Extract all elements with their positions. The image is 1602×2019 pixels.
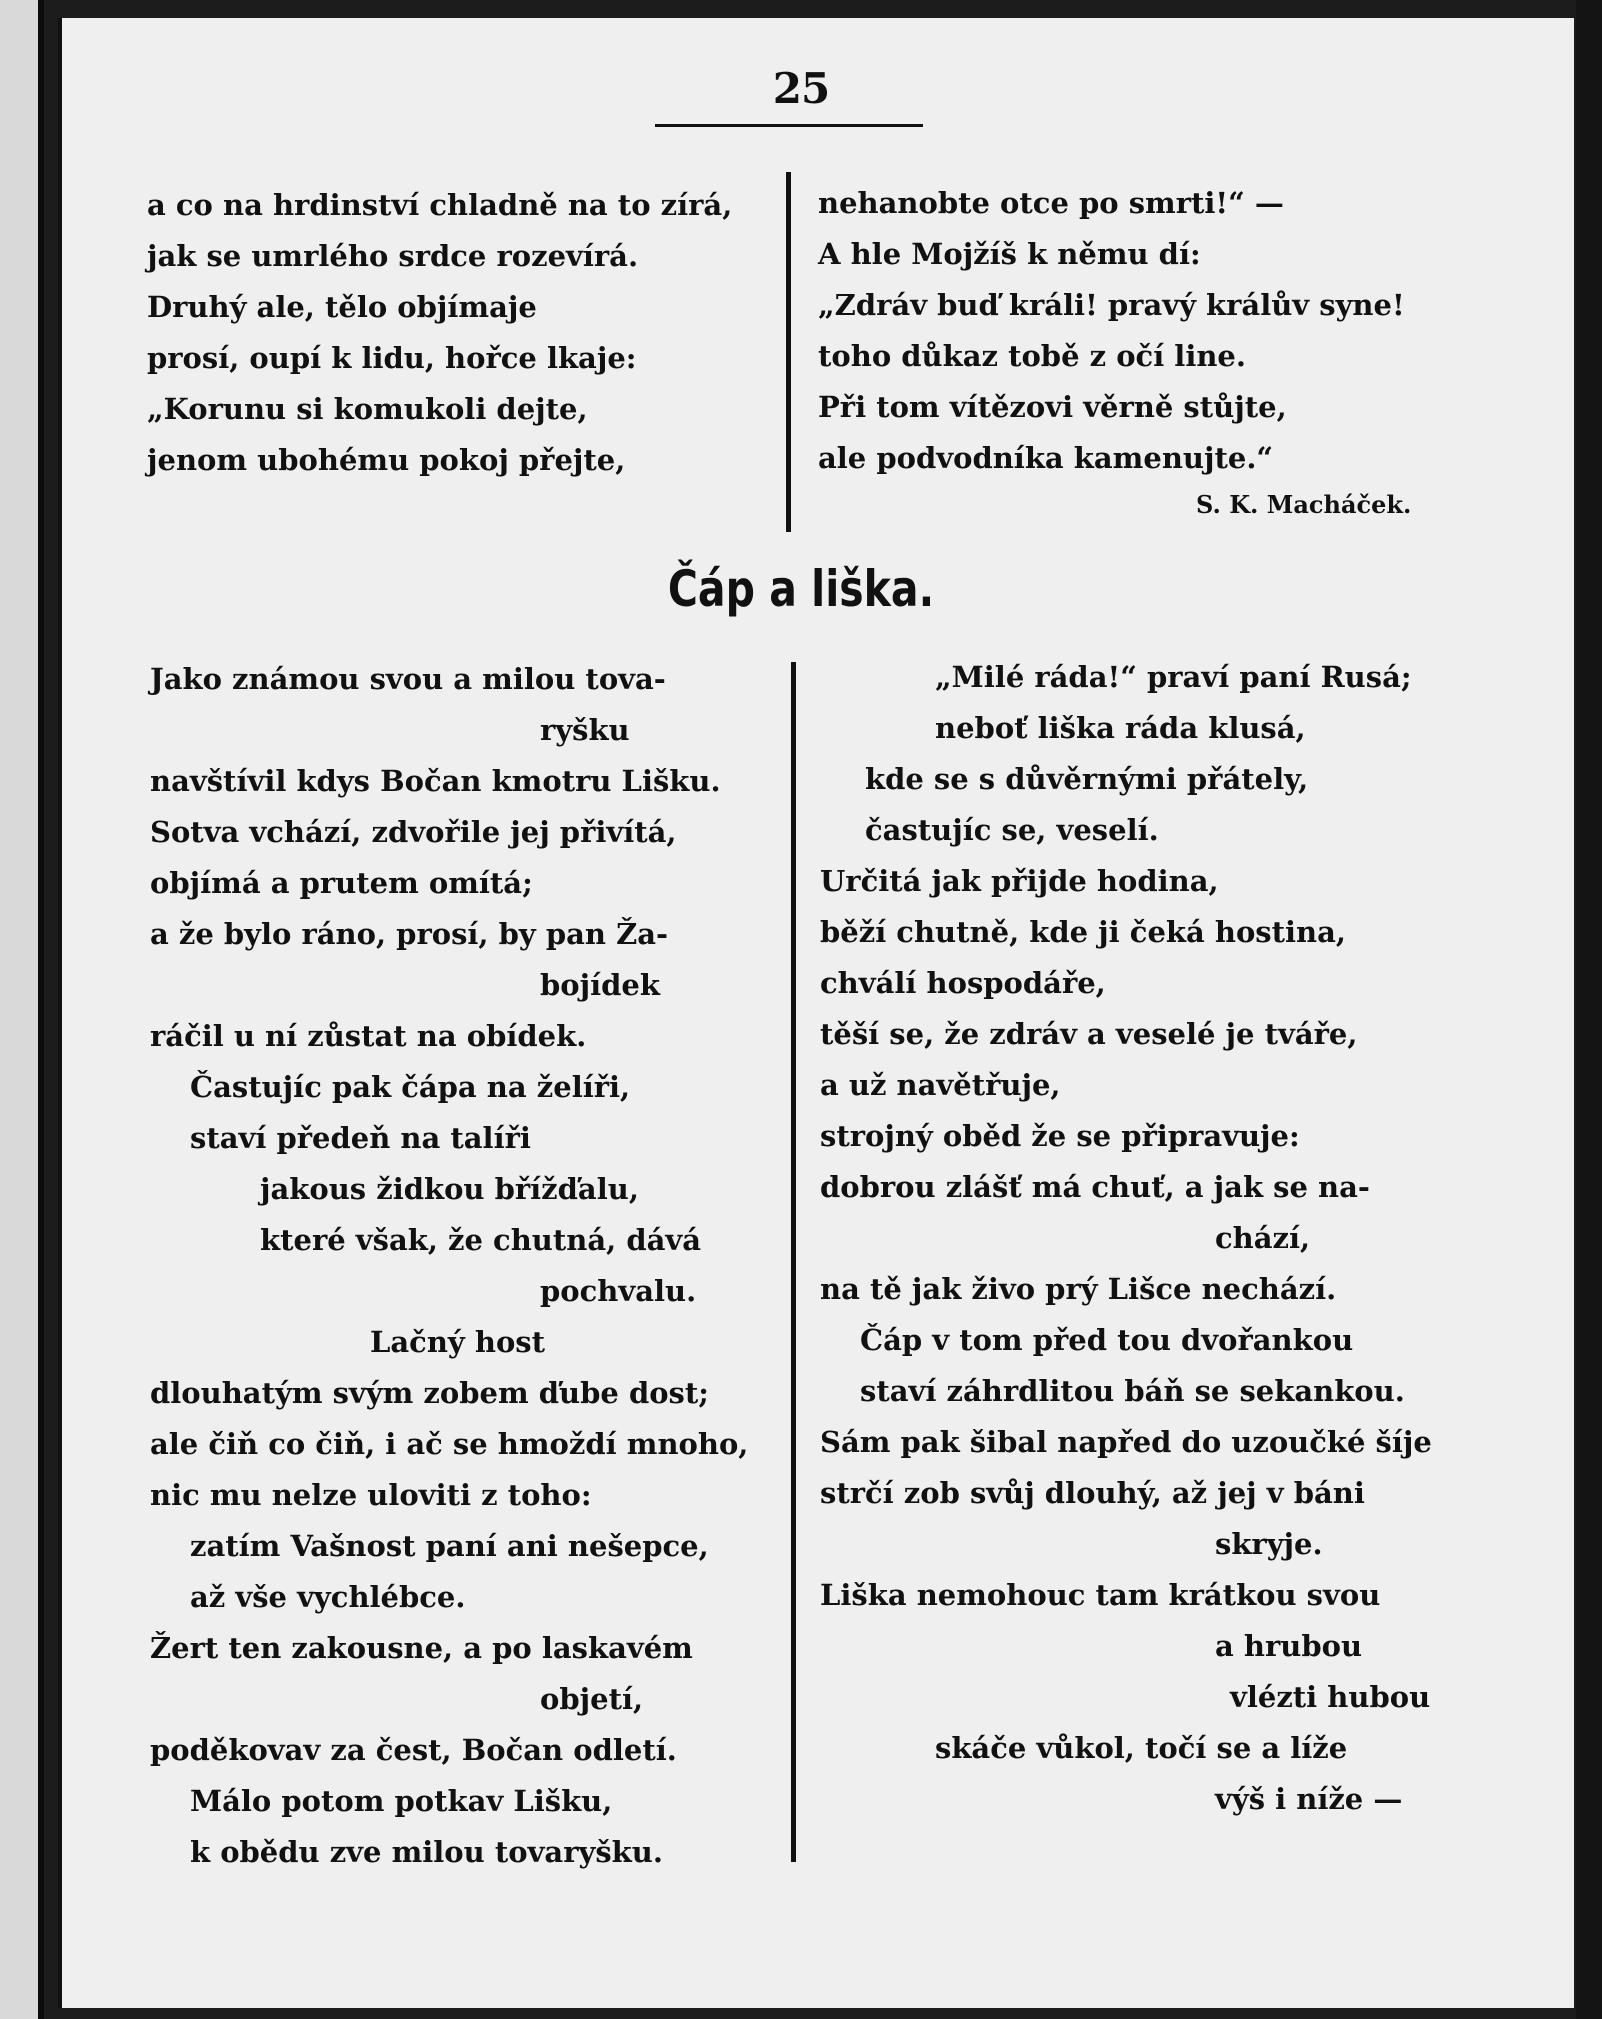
verse-line: Čáp v tom před tou dvořankou [860,1323,1354,1357]
verse-line: a už navětřuje, [820,1068,1061,1102]
book-spine-edge [0,0,44,2019]
verse-line: staví předeň na talíři [190,1121,531,1155]
verse-line: Druhý ale, tělo objímaje [147,290,537,324]
verse-line: nehanobte otce po smrti!“ — [818,186,1284,220]
verse-line: výš i níže — [1215,1782,1403,1816]
scan-border-right [1576,0,1602,2019]
verse-line: dlouhatým svým zobem ďube dost; [150,1376,709,1410]
verse-line: na tě jak živo prý Lišce nechází. [820,1272,1337,1306]
verse-line: „Zdráv buď králi! pravý králův syne! [818,288,1405,322]
verse-line: jenom ubohému pokoj přejte, [147,443,626,477]
verse-line: bojídek [540,968,660,1002]
verse-line: těší se, že zdráv a veselé je tváře, [820,1017,1358,1051]
bottom-right-column [820,652,1460,1825]
verse-line: ale čiň co čiň, i ač se hmoždí mnoho, [150,1427,749,1461]
verse-line: ale podvodníka kamenujte.“ [818,441,1274,475]
verse-line: Určitá jak přijde hodina, [820,864,1219,898]
verse-line: a hrubou [1215,1629,1363,1663]
verse-line: Lačný host [370,1325,546,1359]
verse-line: poděkovav za čest, Bočan odletí. [150,1733,677,1767]
verse-line: ráčil u ní zůstat na obídek. [150,1019,587,1053]
verse-line: navštívil kdys Bočan kmotru Lišku. [150,764,721,798]
verse-line: „Milé ráda!“ praví paní Rusá; [935,660,1412,694]
verse-line: běží chutně, kde ji čeká hostina, [820,915,1347,949]
verse-line: pochvalu. [540,1274,697,1308]
verse-line: staví záhrdlitou báň se sekankou. [860,1374,1405,1408]
top-left-column [147,180,767,486]
verse-line: chválí hospodáře, [820,966,1106,1000]
verse-line: Jako známou svou a milou tova- [150,662,666,696]
verse-line: Liška nemohouc tam krátkou svou [820,1578,1381,1612]
verse-line: skryje. [1215,1527,1323,1561]
verse-line: kde se s důvěrnými přátely, [865,762,1309,796]
verse-line: které však, že chutná, dává [260,1223,702,1257]
verse-line: strojný oběd že se připravuje: [820,1119,1300,1153]
verse-line: a co na hrdinství chladně na to zírá, [147,188,733,222]
verse-line: Častujíc pak čápa na želíři, [190,1070,631,1104]
verse-line: neboť liška ráda klusá, [935,711,1306,745]
poem-title: Čáp a liška. [667,560,935,618]
verse-line: Sám pak šibal napřed do uzoučké šíje [820,1425,1432,1459]
verse-line: k obědu zve milou tovaryšku. [190,1835,663,1869]
verse-line: a že bylo ráno, prosí, by pan Ža- [150,917,669,951]
top-right-column [818,178,1458,484]
verse-line: Žert ten zakousne, a po laskavém [150,1631,693,1665]
verse-line: Při tom vítězovi věrně stůjte, [818,390,1287,424]
page-number: 25 [772,64,830,113]
page-number-rule [655,124,923,127]
bottom-column-divider [791,662,796,1862]
verse-line: strčí zob svůj dlouhý, až jej v báni [820,1476,1365,1510]
verse-line: skáče vůkol, točí se a líže [935,1731,1348,1765]
author-signature: S. K. Macháček. [1196,490,1412,519]
verse-line: nic mu nelze uloviti z toho: [150,1478,592,1512]
verse-line: dobrou zlášť má chuť, a jak se na- [820,1170,1370,1204]
verse-line: až vše vychlébce. [190,1580,466,1614]
verse-line: jakous židkou břížďalu, [260,1172,639,1206]
verse-line: „Korunu si komukoli dejte, [147,392,588,426]
verse-line: vlézti hubou [1230,1680,1431,1714]
verse-line: A hle Mojžíš k němu dí: [818,237,1201,271]
verse-line: prosí, oupí k lidu, hořce lkaje: [147,341,637,375]
verse-line: Málo potom potkav Lišku, [190,1784,613,1818]
verse-line: objetí, [540,1682,644,1716]
verse-line: objímá a prutem omítá; [150,866,533,900]
verse-line: jak se umrlého srdce rozevírá. [147,239,639,273]
verse-line: častujíc se, veselí. [865,813,1159,847]
verse-line: chází, [1215,1221,1311,1255]
verse-line: zatím Vašnost paní ani nešepce, [190,1529,709,1563]
bottom-left-column [150,654,770,1878]
verse-line: toho důkaz tobě z očí line. [818,339,1246,373]
verse-line: Sotva vchází, zdvořile jej přivítá, [150,815,677,849]
top-column-divider [786,172,791,532]
verse-line: ryšku [540,713,630,747]
